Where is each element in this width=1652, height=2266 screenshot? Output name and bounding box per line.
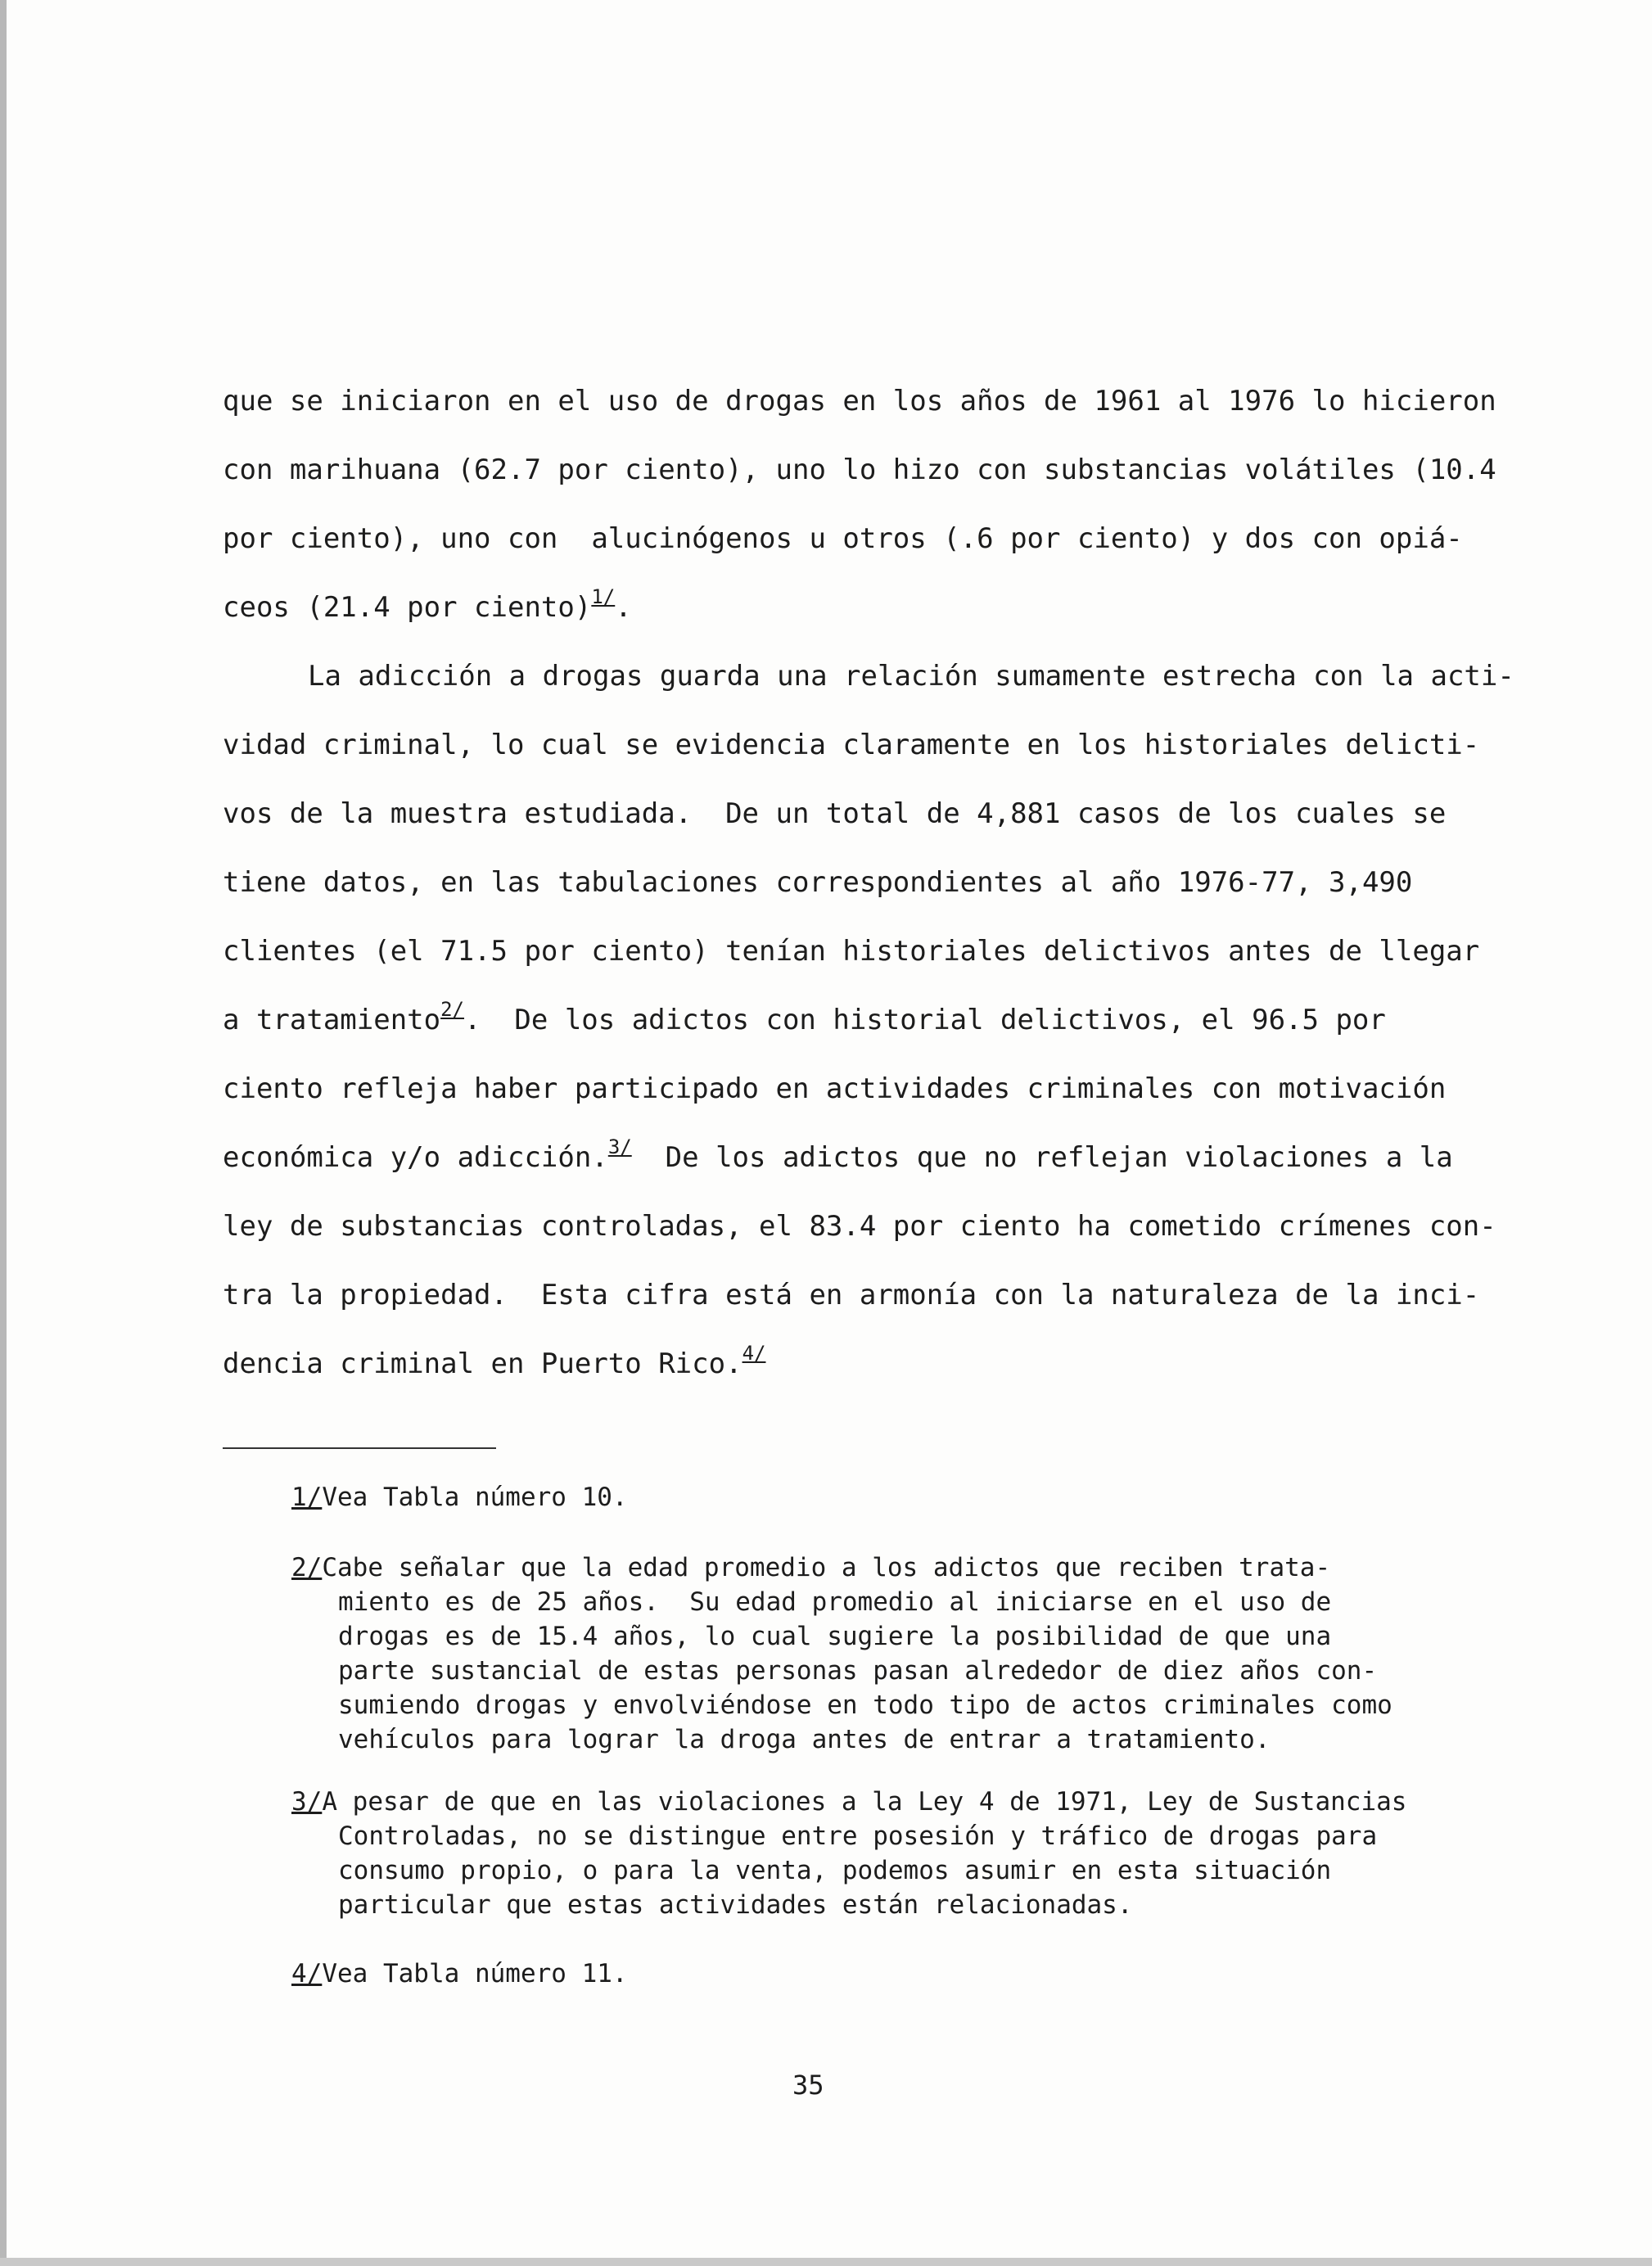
- footnote-3-text-1: A pesar de que en las violaciones a la Ley 4 de 1971, Ley de Sustancias: [322, 1787, 1407, 1817]
- body-period: .: [615, 591, 632, 624]
- body-line-4: [223, 585, 632, 624]
- footnote-3-line-3: consumo propio, o para la venta, podemos asumir en esta situación: [338, 1856, 1332, 1885]
- body-line-14: tra la propiedad. Esta cifra está en armonía con la naturaleza de la inci-: [223, 1279, 1480, 1311]
- footnote-4: [291, 1958, 628, 1989]
- body-line-10-tail: . De los adictos con historial delictivos, el 96.5 por: [464, 1004, 1386, 1036]
- footnote-3-marker: 3/: [291, 1787, 323, 1817]
- body-line-15-text: dencia criminal en Puerto Rico.: [223, 1347, 742, 1380]
- page-edge-left: [0, 0, 7, 2266]
- footnote-ref-3: 3/: [607, 1135, 632, 1158]
- body-line-13: ley de substancias controladas, el 83.4 por ciento ha cometido crímenes con-: [223, 1210, 1496, 1243]
- footnote-ref-2: 2/: [440, 998, 465, 1021]
- body-line-4-text: ceos (21.4 por ciento): [223, 591, 592, 624]
- body-line-15: [223, 1342, 766, 1380]
- footnote-2-line-2: miento es de 25 años. Su edad promedio al iniciarse en el uso de: [338, 1587, 1332, 1617]
- footnote-3-line-2: Controladas, no se distingue entre posesión y tráfico de drogas para: [338, 1821, 1378, 1851]
- footnote-1: [291, 1482, 628, 1513]
- footnote-2-line-3: drogas es de 15.4 años, lo cual sugiere la posibilidad de que una: [338, 1622, 1332, 1651]
- footnote-rule: [223, 1447, 496, 1449]
- body-line-2: con marihuana (62.7 por ciento), uno lo hizo con substancias volátiles (10.4: [223, 454, 1496, 486]
- body-line-8: tiene datos, en las tabulaciones correspondientes al año 1976-77, 3,490: [223, 866, 1413, 899]
- footnote-2-line-4: parte sustancial de estas personas pasan alrededor de diez años con-: [338, 1656, 1378, 1686]
- body-line-12-tail: De los adictos que no reflejan violaciones a la: [631, 1141, 1453, 1174]
- body-line-7: vos de la muestra estudiada. De un total de 4,881 casos de los cuales se: [223, 797, 1447, 830]
- page-edge-bottom: [0, 2258, 1652, 2266]
- footnote-1-marker: 1/: [291, 1483, 323, 1512]
- footnote-4-marker: 4/: [291, 1959, 323, 1988]
- footnote-ref-1: 1/: [591, 585, 616, 608]
- footnote-2-line-1: [291, 1552, 1330, 1583]
- body-line-12: [223, 1135, 1453, 1174]
- body-line-1: que se iniciaron en el uso de drogas en los años de 1961 al 1976 lo hicieron: [223, 385, 1496, 418]
- footnote-2-marker: 2/: [291, 1553, 323, 1582]
- footnote-ref-4: 4/: [742, 1342, 766, 1365]
- body-line-9: clientes (el 71.5 por ciento) tenían historiales delictivos antes de llegar: [223, 935, 1480, 968]
- body-line-11: ciento refleja haber participado en actividades criminales con motivación: [223, 1072, 1447, 1105]
- footnote-4-text: Vea Tabla número 11.: [322, 1959, 628, 1988]
- body-line-6: vidad criminal, lo cual se evidencia claramente en los historiales delicti-: [223, 729, 1480, 761]
- body-line-5: La adicción a drogas guarda una relación sumamente estrecha con la acti-: [308, 660, 1514, 693]
- body-line-10: [223, 998, 1386, 1036]
- footnote-2-text-1: Cabe señalar que la edad promedio a los adictos que reciben trata-: [322, 1553, 1331, 1582]
- footnote-3-line-1: [291, 1786, 1406, 1817]
- page-number: 35: [792, 2070, 824, 2101]
- footnote-3-line-4: particular que estas actividades están relacionadas.: [338, 1890, 1133, 1920]
- body-line-12-text: económica y/o adicción.: [223, 1141, 608, 1174]
- body-line-10-text: a tratamiento: [223, 1004, 441, 1036]
- footnote-1-text: Vea Tabla número 10.: [322, 1483, 628, 1512]
- footnote-2-line-6: vehículos para lograr la droga antes de entrar a tratamiento.: [338, 1725, 1271, 1754]
- footnote-2-line-5: sumiendo drogas y envolviéndose en todo tipo de actos criminales como: [338, 1690, 1392, 1720]
- body-line-3: por ciento), uno con alucinógenos u otros (.6 por ciento) y dos con opiá-: [223, 522, 1463, 555]
